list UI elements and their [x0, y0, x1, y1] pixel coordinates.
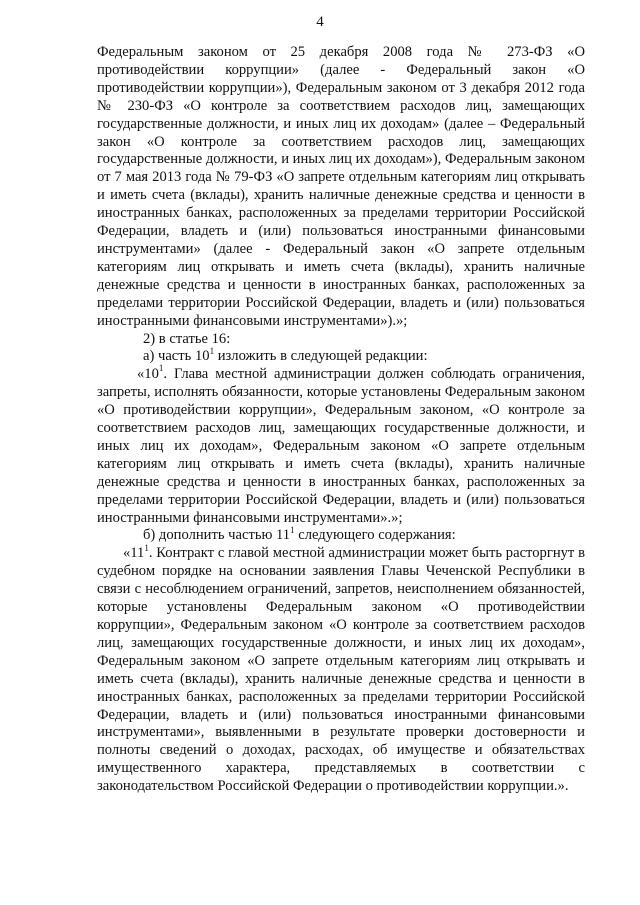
- paragraph-part-10-1: [97, 345, 585, 366]
- part-11-1-superscript: 1: [290, 524, 295, 535]
- part-11-1-text: б) дополнить частью 11: [143, 527, 291, 544]
- page-number: 4: [316, 14, 324, 30]
- part-10-1-superscript: 1: [209, 345, 215, 356]
- quote-11-1-body: . Контракт с главой местной администрации может быть расторгнут в судебном порядке на основании заявления Главы Чеченской Республики в связи с несоблюдением ограничений, запретов, неисполнением обязанностей, которые установлены Федеральным законом «О противодействии коррупции», Федеральным законом «О контроле за соответствием расходов лиц, замещающих государственные должности, и иных лиц их доходам», Федеральным законом «О запрете отдельным категориям лиц открывать и иметь счета (вклады), хранить наличные денежные средства и ценности в иностранных банках, расположенных за пределами территории Российской Федерации, владеть и (или) пользоваться иностранными финансовыми инструментами», выявленными в результате проверки достоверности и полноты сведений о доходах, расходах, об имуществе и обязательствах имущественного характера, представляемых в соответствии с законодательством Российской Федерации о противодействии коррупции.».: [97, 545, 585, 795]
- quote-10-1-body: . Глава местной администрации должен соблюдать ограничения, запреты, исполнять обязанности, которые установлены Федеральным законом «О противодействии коррупции», Федеральным законом, «О контроле за соответствием расходов лиц, замещающих государственные должности, и иных лиц их доходам», Федеральным законом «О запрете отдельным категориям лиц открывать и иметь счета (вклады), хранить наличные денежные средства и ценности в иностранных банках, расположенных за пределами территории Российской Федерации, владеть и (или) пользоваться иностранными финансовыми инструментами».»;: [97, 366, 585, 526]
- part-10-1-text: а) часть 10: [143, 348, 210, 365]
- paragraph-quote-10-1: [97, 363, 585, 527]
- quote-10-1-superscript: 1: [158, 363, 164, 374]
- paragraph-quote-11-1: [97, 542, 585, 796]
- paragraph-federal-laws: Федеральным законом от 25 декабря 2008 года № 273-ФЗ «О противодействии коррупции» (далее - Федеральный закон «О противодействии коррупции»), Федеральным законом от 3 декабря 2012 года № 230-ФЗ «О контроле за соответствием расходов лиц, замещающих государственные должности, и иных лиц их доходам» (далее – Федеральный закон «О контроле за соответствием расходов лиц, замещающих государственные должности, и иных лиц их доходам»), Федеральным законом от 7 мая 2013 года № 79-ФЗ «О запрете отдельным категориям лиц открывать и иметь счета (вклады), хранить наличные денежные средства и ценности в иностранных банках, расположенных за пределами территории Российской Федерации, владеть и (или) пользоваться иностранными финансовыми инструментами» (далее - Федеральный закон «О запрете отдельным категориям лиц открывать и иметь счета (вклады), хранить наличные денежные средства и ценности в иностранных банках, расположенных за пределами территории Российской Федерации, владеть и (или) пользоваться иностранными финансовыми инструментами»).»;: [97, 44, 585, 329]
- part-10-1-tail: изложить в следующей редакции:: [214, 348, 428, 365]
- paragraph-article-16: 2) в статье 16:: [143, 330, 231, 347]
- document-body: [97, 44, 585, 796]
- quote-10-1-text: «10: [137, 366, 159, 383]
- part-11-1-tail: следующего содержания:: [294, 527, 456, 544]
- paragraph-part-11-1: [97, 524, 585, 545]
- quote-11-1-superscript: 1: [144, 542, 149, 553]
- quote-11-1-text: «11: [123, 545, 145, 562]
